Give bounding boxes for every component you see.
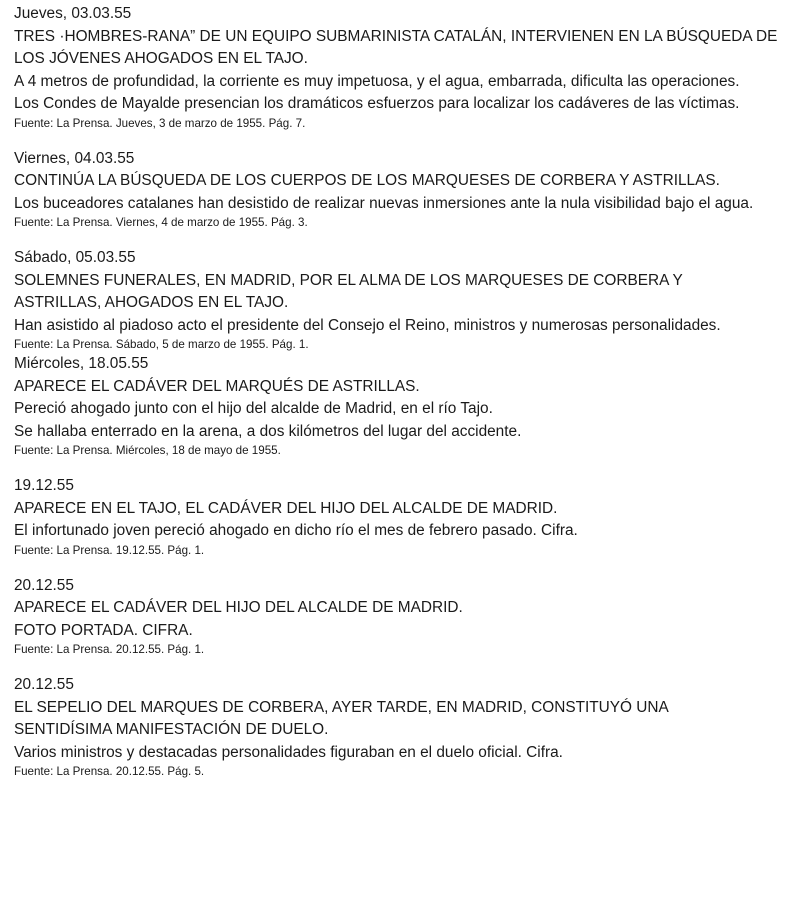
news-entry: [14, 575, 790, 659]
entry-source: Fuente: La Prensa. 19.12.55. Pág. 1.: [14, 543, 205, 557]
entry-date: Miércoles, 18.05.55: [14, 355, 149, 372]
entry-headline: SOLEMNES FUNERALES, EN MADRID, POR EL ALMA DE LOS MARQUESES DE CORBERA Y ASTRILLAS, AHOGADOS EN EL TAJO.: [14, 271, 683, 311]
entry-body-line: Varios ministros y destacadas personalidades figuraban en el duelo oficial. Cifra.: [14, 743, 563, 761]
entry-headline: APARECE EN EL TAJO, EL CADÁVER DEL HIJO DEL ALCALDE DE MADRID.: [14, 499, 558, 517]
entry-body-line: Pereció ahogado junto con el hijo del alcalde de Madrid, en el río Tajo.: [14, 400, 493, 417]
entry-source: Fuente: La Prensa. Sábado, 5 de marzo de 1955. Pág. 1.: [14, 338, 309, 351]
chronology-page: [14, 0, 790, 780]
entry-source: Fuente: La Prensa. 20.12.55. Pág. 1.: [14, 643, 205, 656]
entry-source: Fuente: La Prensa. Viernes, 4 de marzo de 1955. Pág. 3.: [14, 216, 308, 229]
entry-headline: CONTINÚA LA BÚSQUEDA DE LOS CUERPOS DE LOS MARQUESES DE CORBERA Y ASTRILLAS.: [14, 172, 720, 189]
entry-date: Jueves, 03.03.55: [14, 5, 132, 22]
entry-source: Fuente: La Prensa. Miércoles, 18 de mayo de 1955.: [14, 444, 281, 457]
entry-date: 20.12.55: [14, 576, 74, 594]
entry-headline: APARECE EL CADÁVER DEL HIJO DEL ALCALDE DE MADRID.: [14, 599, 463, 616]
entry-source: Fuente: La Prensa. Jueves, 3 de marzo de 1955. Pág. 7.: [14, 116, 306, 130]
entry-body-line: Se hallaba enterrado en la arena, a dos kilómetros del lugar del accidente.: [14, 422, 522, 440]
news-entry: [14, 353, 790, 459]
entry-headline: TRES ·HOMBRES-RANA” DE UN EQUIPO SUBMARINISTA CATALÁN, INTERVIENEN EN LA BÚSQUEDA DE LOS JÓVENES AHOGADOS EN EL TAJO.: [14, 27, 778, 67]
entry-body-line: A 4 metros de profundidad, la corriente es muy impetuosa, y el agua, embarrada, dificulta las operaciones.: [14, 72, 740, 90]
entry-date: Sábado, 05.03.55: [14, 249, 136, 266]
entry-body-line: Los buceadores catalanes han desistido de realizar nuevas inmersiones ante la nula visibilidad bajo el agua.: [14, 194, 754, 212]
entry-body-line: Han asistido al piadoso acto el presidente del Consejo el Reino, ministros y numerosas personalidades.: [14, 316, 721, 334]
news-entry: [14, 148, 790, 232]
entry-body-line: El infortunado joven pereció ahogado en dicho río el mes de febrero pasado. Cifra.: [14, 522, 578, 539]
news-entry: [14, 674, 790, 780]
entry-headline: APARECE EL CADÁVER DEL MARQUÉS DE ASTRILLAS.: [14, 377, 420, 395]
entry-body-line: FOTO PORTADA. CIFRA.: [14, 621, 193, 639]
entry-date: 19.12.55: [14, 477, 74, 494]
entry-headline: EL SEPELIO DEL MARQUES DE CORBERA, AYER TARDE, EN MADRID, CONSTITUYÓ UNA SENTIDÍSIMA MANIFESTACIÓN DE DUELO.: [14, 698, 668, 738]
news-entry: [14, 3, 790, 132]
entry-source: Fuente: La Prensa. 20.12.55. Pág. 5.: [14, 765, 205, 778]
entry-body-line: Los Condes de Mayalde presencian los dramáticos esfuerzos para localizar los cadáveres de las víctimas.: [14, 95, 740, 112]
entry-date: Viernes, 04.03.55: [14, 149, 135, 167]
news-entry: [14, 247, 790, 353]
news-entry: [14, 475, 790, 559]
entry-date: 20.12.55: [14, 676, 74, 693]
